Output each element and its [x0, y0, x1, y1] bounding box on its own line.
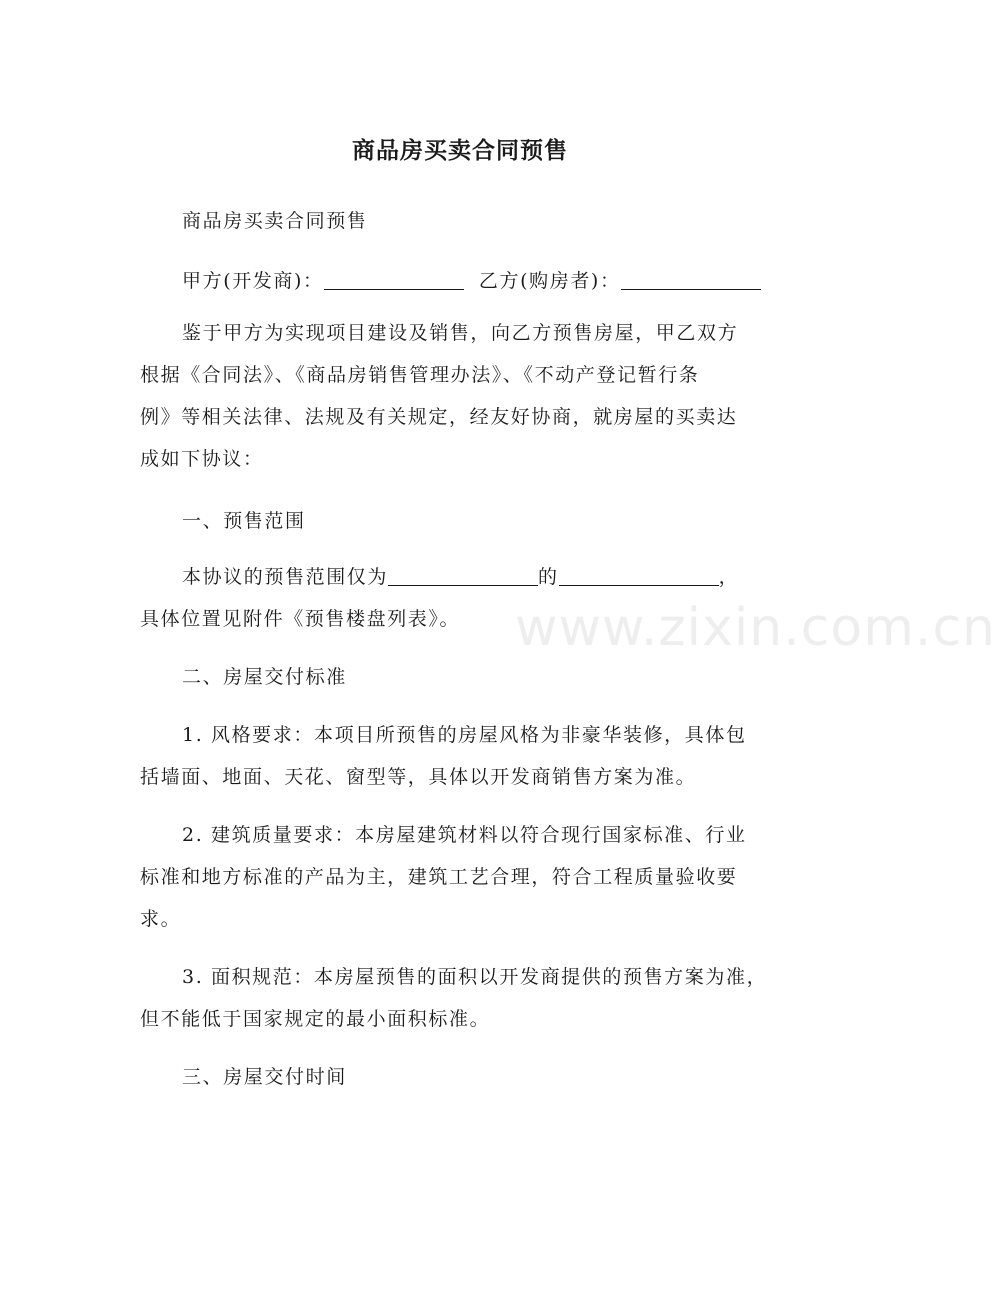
- party-b-blank[interactable]: [621, 267, 761, 290]
- section1-heading: 一、预售范围: [182, 510, 306, 532]
- section1-paragraph: 本协议的预售范围仅为 的 ， 具体位置见附件《预售楼盘列表》。: [140, 556, 780, 640]
- party-a-label: 甲方(开发商)：: [182, 270, 324, 292]
- scope-blank-1[interactable]: [388, 563, 538, 586]
- scope-blank-2[interactable]: [559, 563, 719, 586]
- section2-item1: 1. 风格要求：本项目所预售的房屋风格为非豪华装修，具体包 括墙面、地面、天花、窗型等，具体以开发商销售方案为准。: [140, 724, 747, 788]
- section2-item3: 3. 面积规范：本房屋预售的面积以开发商提供的预售方案为准， 但不能低于国家规定的最小面积标准。: [140, 966, 768, 1030]
- document-title: 商品房买卖合同预售: [352, 138, 568, 164]
- party-b-label: 乙方(购房者)：: [478, 270, 621, 292]
- parties-line: [140, 260, 780, 302]
- watermark: www.zixin.com.cn: [515, 598, 996, 658]
- subtitle: 商品房买卖合同预售: [182, 210, 368, 232]
- preamble-paragraph: 鉴于甲方为实现项目建设及销售，向乙方预售房屋，甲乙双方 根据《合同法》、《商品房销售管理办法》、《不动产登记暂行条 例》等相关法律、法规及有关规定，经友好协商，就房屋的买卖达 成如下协议：: [140, 322, 739, 470]
- section2-item2: 2. 建筑质量要求：本房屋建筑材料以符合现行国家标准、行业 标准和地方标准的产品为主，建筑工艺合理，符合工程质量验收要 求。: [140, 824, 747, 930]
- section3-heading: 三、房屋交付时间: [182, 1066, 347, 1088]
- section2-heading: 二、房屋交付标准: [182, 666, 347, 688]
- party-a-blank[interactable]: [324, 267, 464, 290]
